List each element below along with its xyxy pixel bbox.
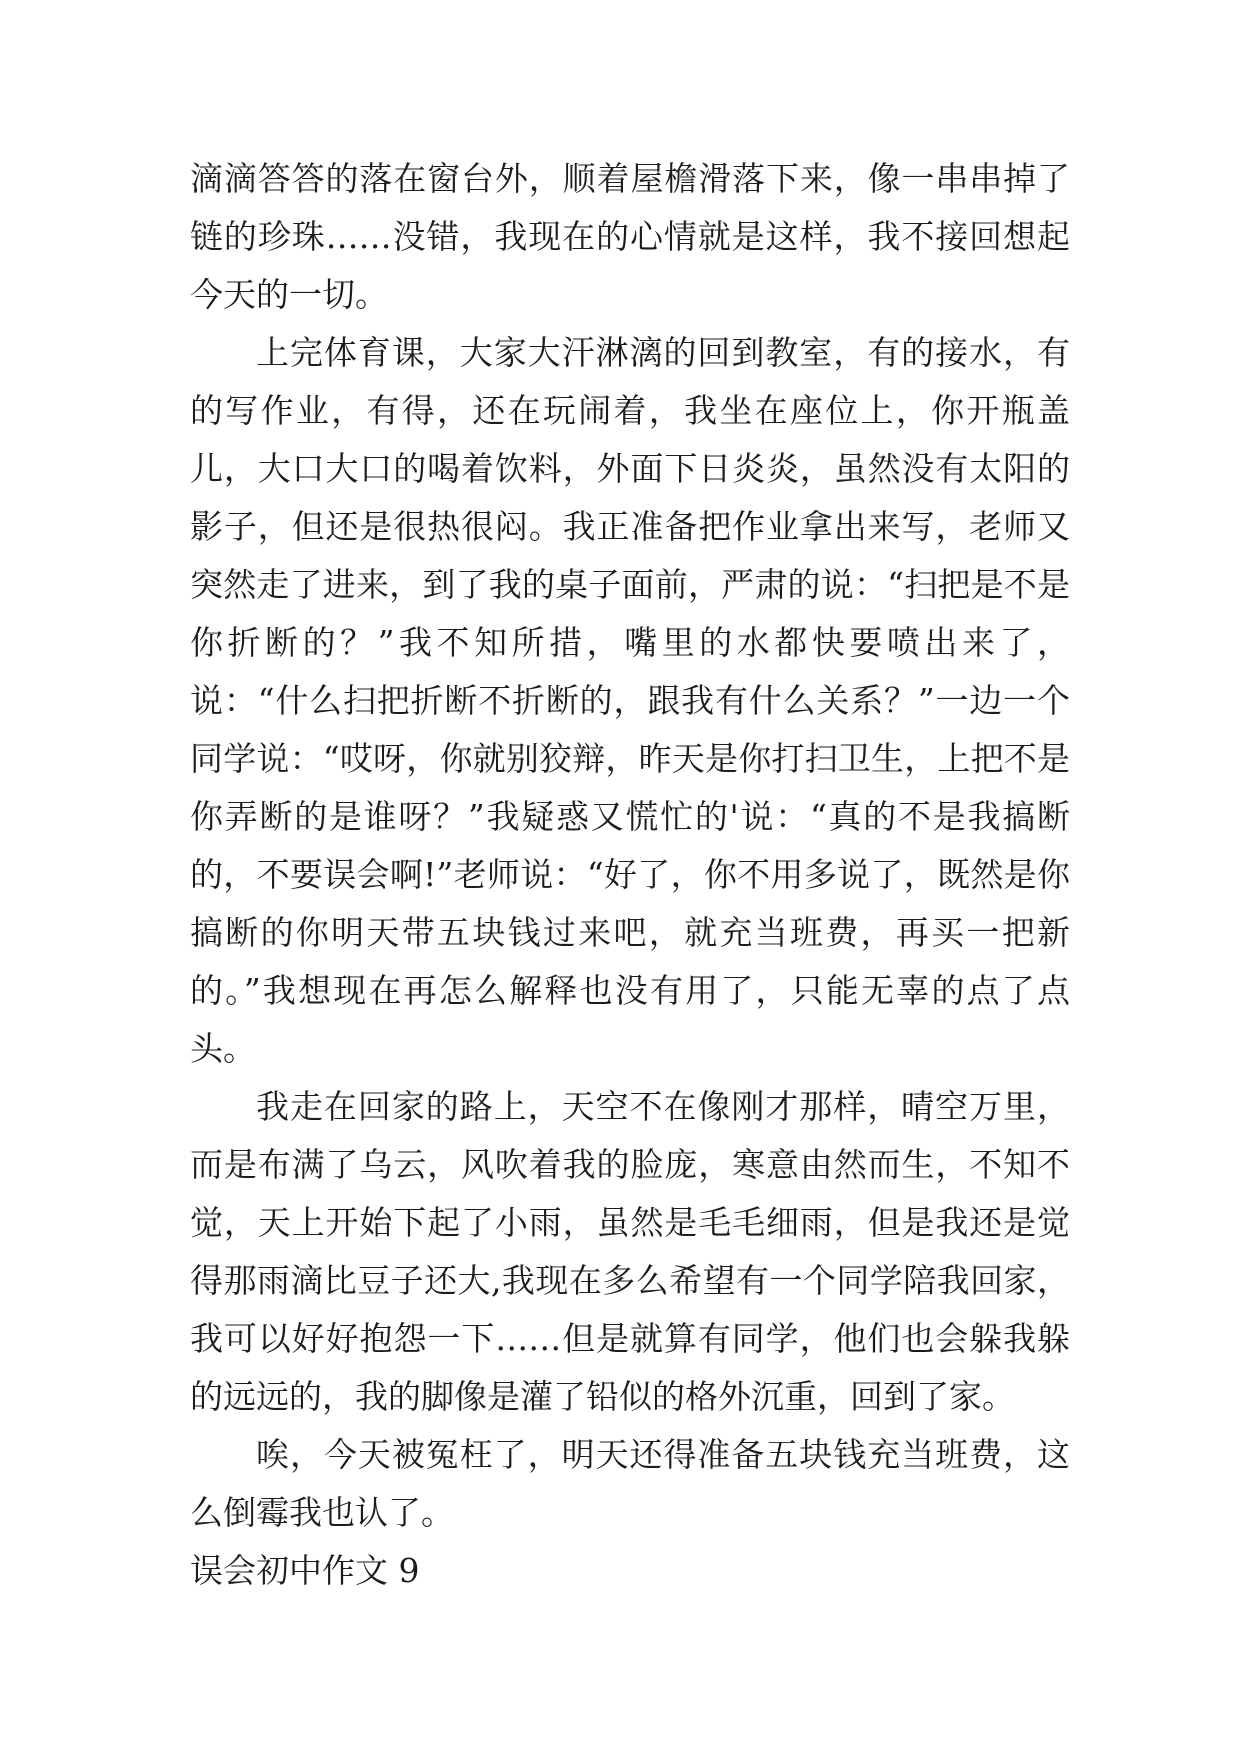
essay-heading: 误会初中作文 9 — [190, 1551, 420, 1590]
paragraph-2: 上完体育课，大家大汗淋漓的回到教室，有的接水，有的写作业，有得，还在玩闹着，我坐在座位上，你开瓶盖儿，大口大口的喝着饮料，外面下日炎炎，虽然没有太阳的影子，但还是很热很闷。我正准备把作业拿出来写，老师又突然走了进来，到了我的桌子面前，严肃的说：“扫把是不是你折断的？”我不知所措，嘴里的水都快要喷出来了，说：“什么扫把折断不折断的，跟我有什么关系？”一边一个同学说：“哎呀，你就别狡辩，昨天是你打扫卫生，上把不是你弄断的是谁呀？”我疑惑又慌忙的'说：“真的不是我搞断的，不要误会啊!”老师说：“好了，你不用多说了，既然是你搞断的你明天带五块钱过来吧，就充当班费，再买一把新的。”我想现在再怎么解释也没有用了，只能无辜的点了点头。 — [190, 333, 1070, 1068]
paragraph-4: 唉，今天被冤枉了，明天还得准备五块钱充当班费，这么倒霉我也认了。 — [190, 1435, 1070, 1532]
paragraph-3: 我走在回家的路上，天空不在像刚才那样，晴空万里，而是布满了乌云，风吹着我的脸庞，寒意由然而生，不知不觉，天上开始下起了小雨，虽然是毛毛细雨，但是我还是觉得那雨滴比豆子还大,我现在多么希望有一个同学陪我回家，我可以好好抱怨一下……但是就算有同学，他们也会躲我躲的远远的，我的脚像是灌了铅似的格外沉重，回到了家。 — [190, 1087, 1070, 1416]
paragraph-1: 滴滴答答的落在窗台外，顺着屋檐滑落下来，像一串串掉了链的珍珠……没错，我现在的心情就是这样，我不接回想起今天的一切。 — [190, 159, 1070, 314]
document-body — [190, 150, 1070, 1600]
